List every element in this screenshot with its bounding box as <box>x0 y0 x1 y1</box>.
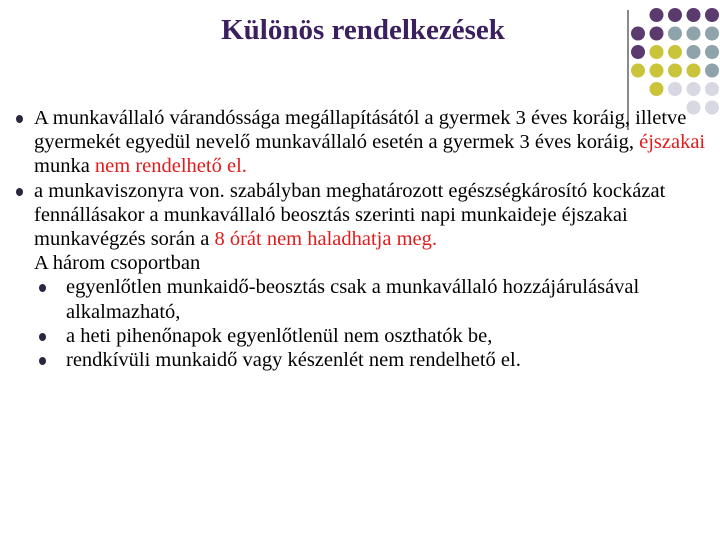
groups-intro: A három csoportban <box>34 252 201 275</box>
decorative-dot <box>650 45 664 59</box>
decorative-dot <box>705 45 719 59</box>
sub-bullet-item <box>14 275 714 323</box>
emphasis-text: 8 órát nem haladhatja meg. <box>214 228 438 251</box>
decorative-dot <box>668 82 682 96</box>
bullet-item-pregnancy <box>14 106 714 179</box>
decorative-dot <box>705 64 719 78</box>
decorative-dot <box>650 8 664 22</box>
decorative-dot <box>668 8 682 22</box>
decorative-dot <box>668 45 682 59</box>
decorative-dot <box>631 64 645 78</box>
bullet-item-health-risk <box>14 179 714 252</box>
bullet-text: A munkavállaló várandóssága megállapításától a gyermek 3 éves koráig, illetve gyermekét egyedül nevelő munkavállaló esetén a gyermek 3 éves koráig, <box>34 107 687 154</box>
slide-body <box>14 106 714 372</box>
sub-bullet-item <box>14 324 714 348</box>
decorative-dot <box>687 82 701 96</box>
decorative-dot <box>631 45 645 59</box>
decorative-dot <box>705 8 719 22</box>
sub-bullet-text: a heti pihenőnapok egyenlőtlenül nem oszthatók be, <box>66 324 493 347</box>
bullet-text: a munkaviszonyra von. szabályban meghatározott egészségkárosító kockázat fennállásakor a munkavállaló beosztás szerinti napi munkaideje éjszakai munkavégzés során a <box>34 179 666 251</box>
decorative-dot <box>668 27 682 41</box>
sub-bullet-text: rendkívüli munkaidő vagy készenlét nem rendelhető el. <box>66 349 521 372</box>
decorative-dot <box>650 64 664 78</box>
decorative-dot <box>687 8 701 22</box>
decorative-dot <box>687 64 701 78</box>
sub-bullet-dot-icon <box>39 357 46 365</box>
bullet-dot-icon <box>16 188 23 196</box>
decorative-dot <box>668 64 682 78</box>
bullet-text: munka <box>34 155 95 178</box>
emphasis-text: éjszakai <box>639 131 706 154</box>
sub-bullet-text: egyenlőtlen munkaidő-beosztás csak a munkavállaló hozzájárulásával alkalmazható, <box>66 276 640 323</box>
sub-bullet-dot-icon <box>39 284 46 292</box>
decorative-dot <box>705 27 719 41</box>
slide-title: Különös rendelkezések <box>221 14 505 46</box>
decorative-dot <box>631 27 645 41</box>
decorative-dot <box>687 27 701 41</box>
sub-bullet-dot-icon <box>39 333 46 341</box>
decorative-dot <box>687 45 701 59</box>
sub-bullet-item <box>14 348 714 372</box>
emphasis-text: nem rendelhető el. <box>94 155 247 178</box>
bullet-dot-icon <box>16 115 23 123</box>
decorative-dot <box>705 82 719 96</box>
decorative-dot <box>650 27 664 41</box>
decorative-dot <box>650 82 664 96</box>
